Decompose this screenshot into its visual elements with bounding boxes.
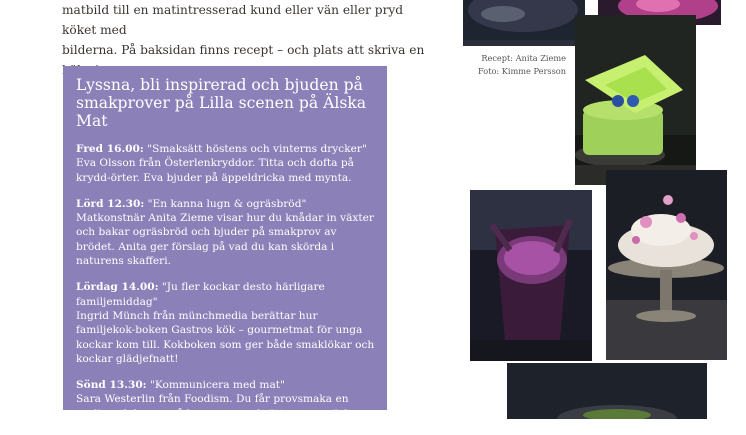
event-desc: Matkonstnär Anita Zieme visar hur du knådar in växter och bakar ogräsbröd och bjuder på smakprov av brödet. Anita ger förslag på vad du kan skörda i naturens skafferi. <box>76 212 374 268</box>
photo-purple-muffin <box>470 190 592 361</box>
event-title: "En kanna lugn & ogräsbröd" <box>144 197 307 210</box>
event-title: "Smaksätt höstens och vinterns drycker" <box>143 143 367 155</box>
recipe-credit: Recept: Anita Zieme <box>481 53 566 63</box>
photo-dark-dish <box>463 0 585 46</box>
event-time: Lörd 12.30: <box>76 197 145 210</box>
photo-meringue-stand <box>606 170 727 360</box>
event-item <box>76 280 377 366</box>
photo-green-dessert <box>575 15 696 185</box>
event-item <box>76 197 377 268</box>
event-title: "Ju fler kockar desto härligare familjemiddag" <box>76 281 325 308</box>
event-item <box>76 378 377 435</box>
photo-credit: Foto: Kimme Persson <box>478 66 566 76</box>
photo-credits <box>470 52 566 78</box>
event-item <box>76 142 377 185</box>
event-time: Sönd 13.30: <box>76 379 147 392</box>
event-desc: Sara Westerlin från Foodism. Du får provsmaka en pralin och lyssna på hur man smaksätter varumärken genom att involvera alla sinnen. <box>76 393 364 435</box>
event-desc: Eva Olsson från Österlenkryddor. Titta och dofta på krydd-örter. Eva bjuder på äppeldricka med mynta. <box>76 157 354 184</box>
event-desc: Ingrid Münch från münchmedia berättar hur familjekok-boken Gastros kök – gourmetmat för unga kockar kom till. Kokboken som ger både smaklökar och kockar glädjefnatt! <box>76 309 375 365</box>
program-box <box>63 66 387 435</box>
photo-herb-dish <box>507 363 707 419</box>
program-heading: Lyssna, bli inspirerad och bjuden på smakprover på Lilla scenen på Älska Mat <box>76 76 367 130</box>
intro-line-1: matbild till en matintresserad kund eller vän eller pryd köket med <box>62 3 404 37</box>
event-time: Fred 16.00: <box>76 143 144 155</box>
event-time: Lördag 14.00: <box>76 281 159 294</box>
event-title: "Kommunicera med mat" <box>146 379 285 392</box>
intro-line-2: bilderna. På baksidan finns recept – och plats att skriva en <box>62 43 425 57</box>
